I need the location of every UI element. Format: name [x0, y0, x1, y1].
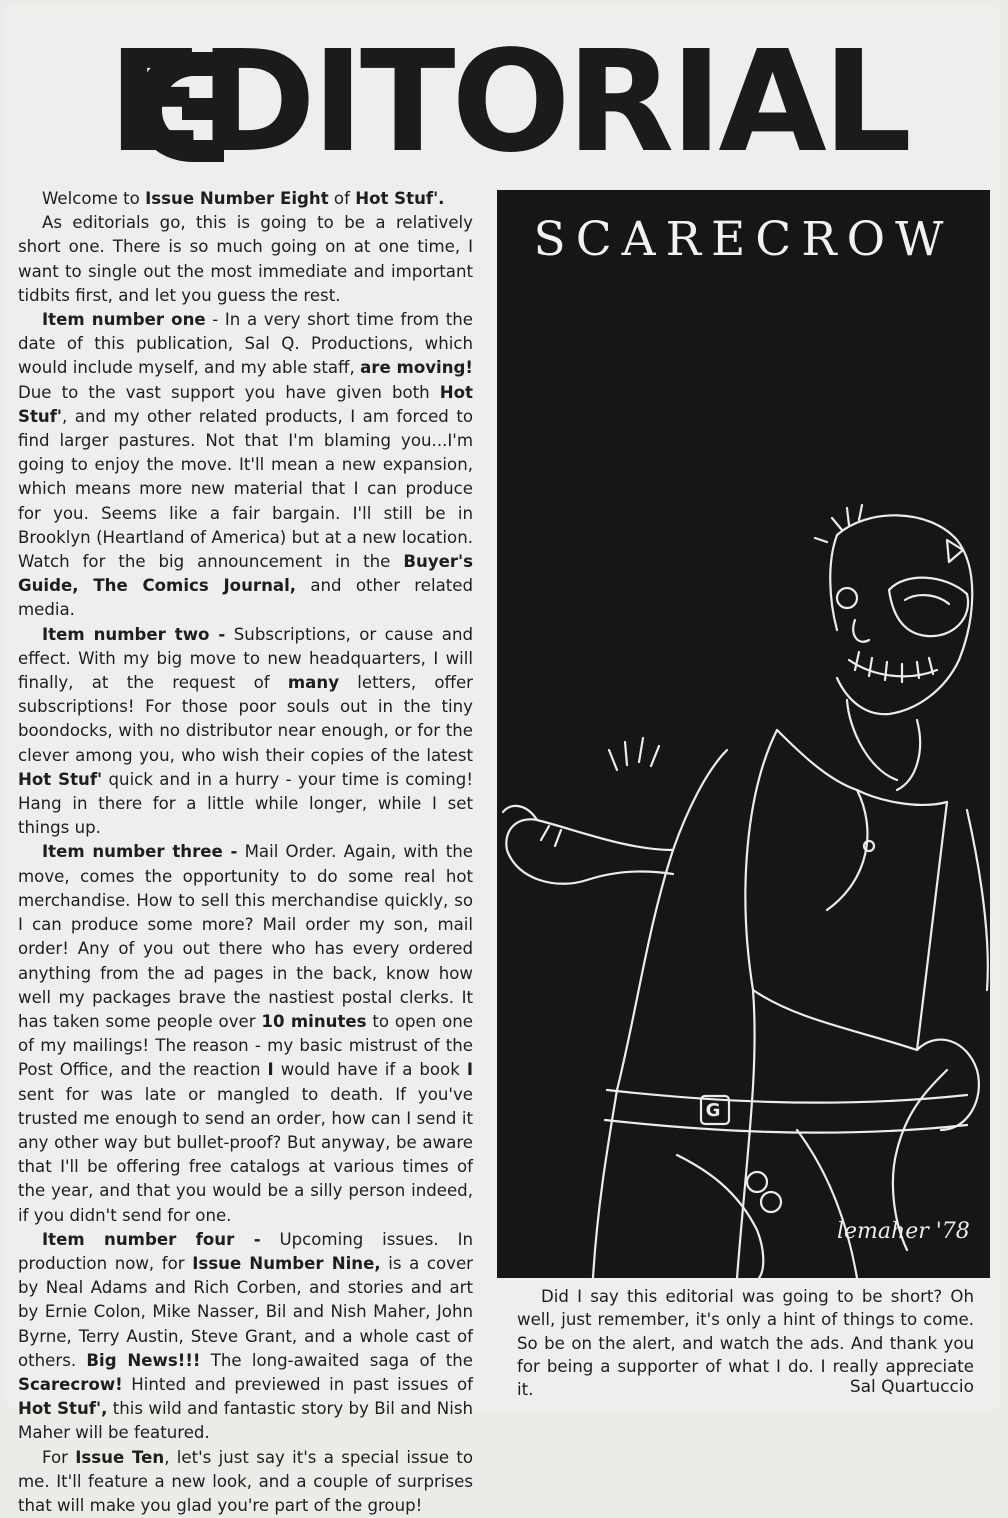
paragraph-item-four: Item number four - Upcoming issues. In production now, for Issue Number Nine, is a cover by Neal Adams and Rich Corben, and stories and art by Ernie Colon, Mike Nasser, Bil and Nish Maher, John Byrne, Terry Austin, Steve Grant, and a whole cast of others. Big News!!! The long-awaited saga of the Scarecrow! Hinted and previewed in past issues of Hot Stuf', this wild and fantastic story by Bil and Nish Maher will be featured. — [18, 1229, 473, 1443]
editorial-heading — [108, 12, 908, 184]
paragraph-issue-ten: For Issue Ten, let's just say it's a special issue to me. It'll feature a new look, and a couple of surprises that will make you glad you're part of the group! — [18, 1447, 473, 1515]
paragraph-item-two: Item number two - Subscriptions, or cause and effect. With my big move to new headquarters, I will finally, at the request of many letters, offer subscriptions! For those poor souls out in the tiny boondocks, with no distributor near enough, or for the clever among you, who wish their copies of the latest Hot Stuf' quick and in a hurry - your time is coming! Hang in there for a little while longer, while I set things up. — [18, 624, 474, 838]
scarecrow-illustration-panel — [497, 190, 990, 1278]
editorial-heading-art — [108, 12, 908, 184]
author-signature: Sal Quartuccio — [849, 1377, 974, 1397]
paragraph-item-one: Item number one - In a very short time from the date of this publication, Sal Q. Productions, which would include myself, and my able staff, are moving! Due to the vast support you have given both Hot Stuf', and my other related products, I am forced to find larger pastures. Not that I'm blaming you...I'm going to enjoy the move. It'll mean a new expansion, which means more new material that I can produce for you. Seems like a fair bargain. I'll still be in Brooklyn (Heartland of America) but at a new location. Watch for the big announcement in the Buyer's Guide, The Comics Journal, and other related media. — [18, 310, 473, 620]
artist-signature: lemaher '78 — [837, 1219, 970, 1244]
editorial-left-column — [18, 187, 473, 1518]
scarecrow-title: SCARECROW — [533, 212, 954, 267]
editorial-heading-text: EDITORIAL — [108, 21, 908, 184]
scarecrow-illustration — [497, 190, 990, 1278]
paragraph-item-three: Item number three - Mail Order. Again, with the move, comes the opportunity to do some real hot merchandise. How to sell this merchandise quickly, so I can produce some more? Mail order my son, mail order! Any of you out there who has every ordered anything from the ad pages in the back, know how well my packages brave the nastiest postal clerks. It has taken some people over 10 minutes to open one of my mailings! The reason - my basic mistrust of the Post Office, and the reaction I would have if a book I sent for was late or mangled to death. If you've trusted me enough to send an order, how can I send it any other way but bullet-proof? But anyway, be aware that I'll be offering free catalogs at various times of the year, and that you would be a silly person indeed, if you didn't send for one. — [18, 842, 473, 1225]
paragraph-closing: Did I say this editorial was going to be short? Oh well, just remember, it's only a hint of things to come. So be on the alert, and watch the ads. And thank you for being a supporter of what I do. I really appreciate it. — [517, 1287, 974, 1400]
paragraph-welcome: Welcome to Issue Number Eight of Hot Stuf'. — [42, 189, 445, 208]
paragraph-intro: As editorials go, this is going to be a relatively short one. There is so much going on at one time, I want to single out the most immediate and important tidbits first, and let you guess the rest. — [18, 213, 473, 305]
belt-buckle-letter: G — [705, 1100, 721, 1121]
